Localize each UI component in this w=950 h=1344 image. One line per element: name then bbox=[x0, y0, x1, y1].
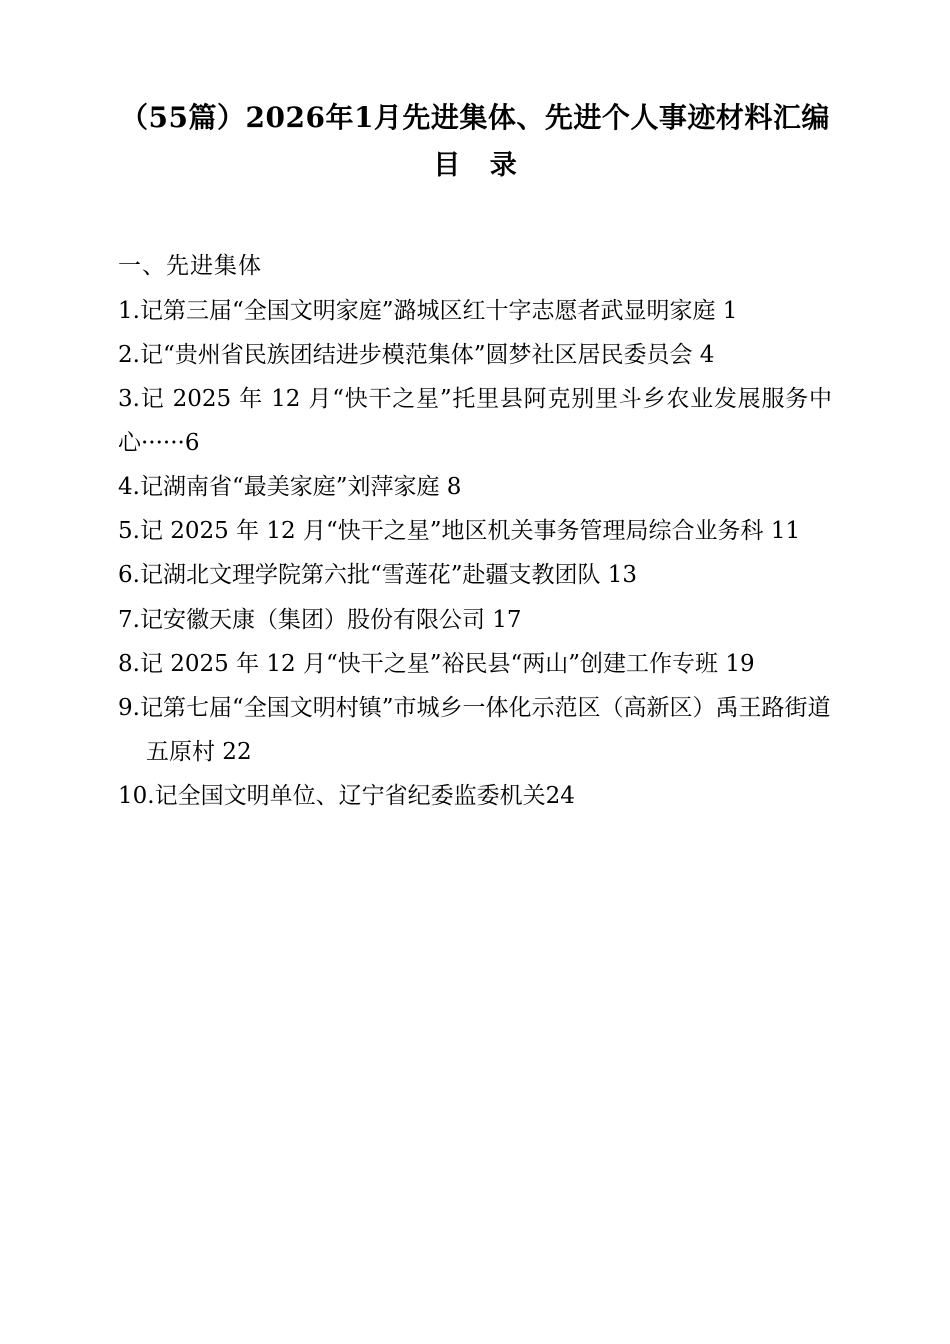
toc-entry[interactable]: 6.记湖北文理学院第六批“雪莲花”赴疆支教团队 13 bbox=[118, 562, 638, 589]
toc-entry[interactable]: 2.记“贵州省民族团结进步模范集体”圆梦社区居民委员会 4 bbox=[118, 341, 715, 368]
table-of-contents bbox=[118, 244, 832, 818]
toc-entry[interactable]: 10.记全国文明单位、辽宁省纪委监委机关24 bbox=[118, 783, 575, 810]
toc-section-heading: 一、先进集体 bbox=[118, 253, 262, 280]
toc-entry[interactable]: 1.记第三届“全国文明家庭”潞城区红十字志愿者武显明家庭 1 bbox=[118, 297, 738, 324]
toc-entry[interactable]: 8.记 2025 年 12 月“快干之星”裕民县“两山”创建工作专班 19 bbox=[118, 650, 755, 677]
toc-entry[interactable]: 3.记 2025 年 12 月“快干之星”托里县阿克别里斗乡农业发展服务中心······6 bbox=[118, 385, 832, 457]
toc-entry[interactable]: 5.记 2025 年 12 月“快干之星”地区机关事务管理局综合业务科 11 bbox=[118, 518, 801, 545]
toc-entry[interactable]: 7.记安徽天康（集团）股份有限公司 17 bbox=[118, 606, 522, 633]
toc-entry[interactable]: 4.记湖南省“最美家庭”刘萍家庭 8 bbox=[118, 474, 462, 501]
table-of-contents-heading: 目 录 bbox=[433, 150, 527, 182]
toc-entry[interactable]: 9.记第七届“全国文明村镇”市城乡一体化示范区（高新区）禹王路街道 bbox=[118, 694, 831, 721]
toc-entry-continuation[interactable]: 五原村 22 bbox=[146, 739, 252, 766]
page-title: （55篇）2026年1月先进集体、先进个人事迹材料汇编 bbox=[120, 101, 830, 134]
